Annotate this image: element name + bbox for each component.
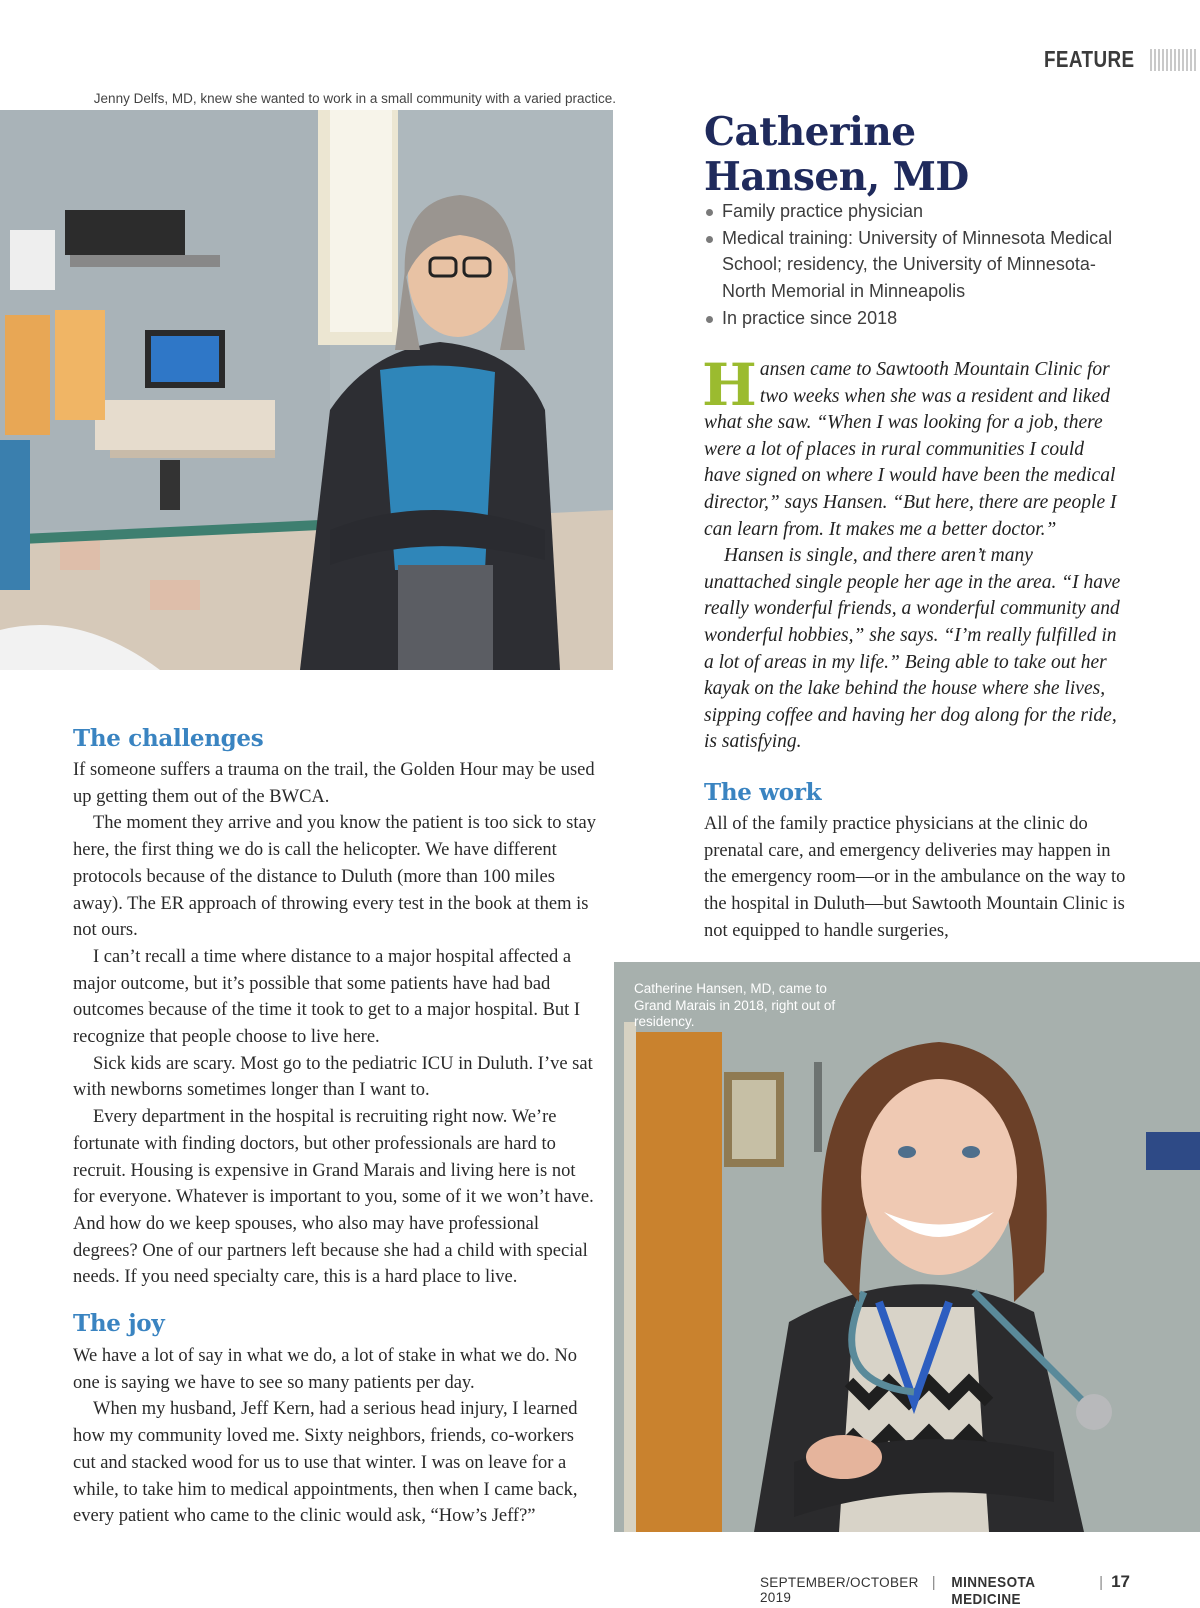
page-footer	[760, 1572, 1130, 1608]
heading-challenges: The challenges	[73, 725, 264, 752]
photo-caption-hansen: Catherine Hansen, MD, came to Grand Marais in 2018, right out of residency.	[634, 981, 836, 1029]
drop-cap: H	[702, 351, 757, 419]
body-paragraph: The moment they arrive and you know the patient is too sick to stay here, the first thing we do is call the helicopter. We have different protocols because of the distance to Duluth (more than 100 miles away). The ER approach of throwing every test in the book at them is not ours.	[73, 813, 596, 941]
profile-name	[704, 110, 1184, 200]
footer-magazine-title: MINNESOTA MEDICINE	[950, 1574, 1035, 1608]
profile-fact: Family practice physician	[704, 198, 1134, 225]
photo-jenny-delfs	[0, 110, 613, 670]
footer-issue-date: SEPTEMBER/OCTOBER 2019	[760, 1575, 919, 1605]
profile-name-line-2: Hansen, MD	[704, 154, 969, 200]
body-paragraph: Every department in the hospital is recruiting right now. We’re fortunate with finding doctors, but other professionals are hard to recruit. Housing is expensive in Grand Marais and living here is not for everyone. Whatever is important to you, some of it we won’t have. And how do we keep spouses, who also may have professional degrees? One of our partners left because she had a child with special needs. If you need specialty care, this is a hard place to live.	[73, 1107, 594, 1288]
intro-paragraph-1-text: ansen came to Sawtooth Mountain Clinic for two weeks when she was a resident and liked what she saw. “When I was looking for a job, there were a lot of places in rural communities I could have signed on where I would have been the medical director,” says Hansen. “But here, there are people I can learn from. It makes me a better doctor.”	[704, 359, 1117, 540]
body-paragraph: I can’t recall a time where distance to a major hospital affected a major outcome, but it’s possible that some patients have had bad outcomes because of the time it took to get to a major hospital. But I recognize that people choose to live here.	[73, 946, 581, 1048]
profile-fact: Medical training: University of Minnesota Medical School; residency, the University of Minnesota-North Memorial in Minneapolis	[704, 225, 1134, 305]
body-paragraph: When my husband, Jeff Kern, had a serious head injury, I learned how my community loved me. Sixty neighbors, friends, co-workers cut and stacked wood for us to use that winter. I was on leave for a while, to take him to medical appointments, then when I came back, every patient who came to the clinic would ask, “How’s Jeff?”	[73, 1399, 578, 1527]
profile-name-line-1: Catherine	[704, 109, 916, 155]
body-paragraph: Sick kids are scary. Most go to the pediatric ICU in Duluth. I’ve sat with newborns sometimes longer than I want to.	[73, 1053, 593, 1101]
section-label-pattern	[1150, 49, 1198, 71]
photo-jenny-delfs-illustration	[0, 110, 613, 670]
section-challenges-body	[73, 757, 598, 1291]
heading-joy: The joy	[73, 1310, 165, 1337]
photo-caption-delfs: Jenny Delfs, MD, knew she wanted to work in a small community with a varied practice.	[93, 91, 616, 106]
intro-paragraph: Hansen is single, and there aren’t many unattached single people her age in the area. “I have really wonderful friends, a wonderful community and wonderful hobbies,” she says. “I’m really fulfilled in a lot of areas in my life.” Being able to take out her kayak on the lake behind the house where she lives, sipping coffee and having her dog along for the ride, is satisfying.	[704, 545, 1121, 753]
body-paragraph: If someone suffers a trauma on the trail, the Golden Hour may be used up getting them out of the BWCA.	[73, 760, 595, 807]
footer-page-number: 17	[1111, 1572, 1130, 1591]
section-joy-body	[73, 1343, 598, 1530]
footer-separator: |	[931, 1574, 936, 1591]
section-label	[1044, 46, 1198, 73]
photo-catherine-hansen-illustration	[614, 962, 1200, 1532]
profile-facts-list	[704, 198, 1134, 332]
section-work-body	[704, 811, 1134, 945]
intro-text	[702, 351, 1124, 756]
intro-paragraph	[702, 351, 1124, 543]
photo-catherine-hansen	[614, 962, 1200, 1532]
body-paragraph: All of the family practice physicians at the clinic do prenatal care, and emergency deliveries may happen in the emergency room—or in the ambulance on the way to the hospital in Duluth—but Sawtooth Mountain Clinic is not equipped to handle surgeries,	[704, 814, 1126, 941]
section-label-text: FEATURE	[1044, 46, 1135, 72]
body-paragraph: We have a lot of say in what we do, a lot of stake in what we do. No one is saying we have to see so many patients per day.	[73, 1346, 578, 1393]
heading-work: The work	[704, 779, 822, 806]
footer-separator: |	[1099, 1574, 1104, 1591]
profile-fact: In practice since 2018	[704, 305, 1134, 332]
